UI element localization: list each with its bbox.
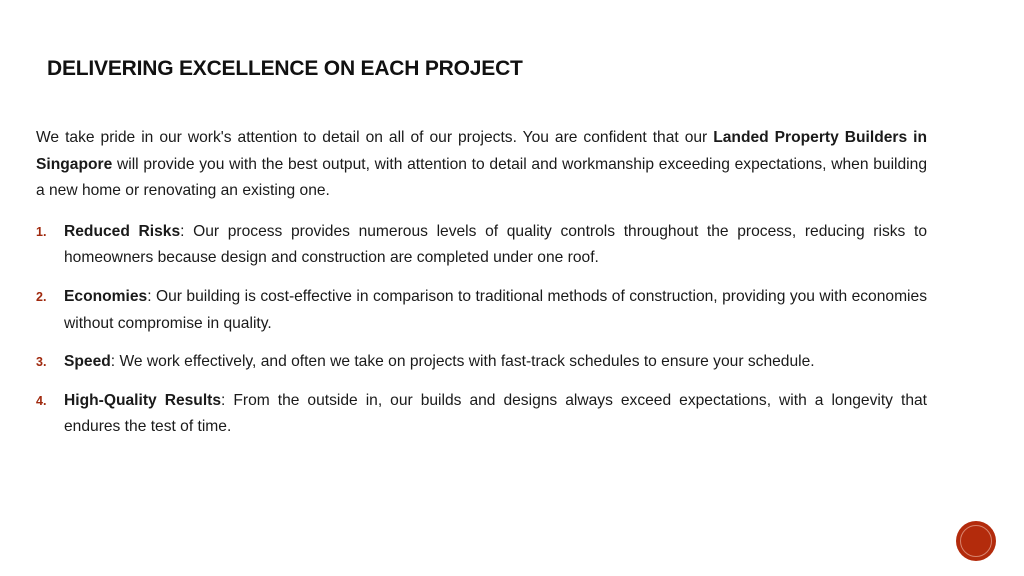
list-item-text: : From the outside in, our builds and designs always exceed expectations, with a longevity that endures the test of time.: [64, 391, 927, 436]
list-item: [36, 284, 927, 337]
intro-text-before: We take pride in our work's attention to detail on all of our projects. You are confident that our: [36, 129, 714, 146]
list-item-number: 2.: [36, 289, 47, 304]
list-item: [36, 219, 927, 272]
intro-text-after: will provide you with the best output, with attention to detail and workmanship exceeding expectations, when building a new home or renovating an existing one.: [36, 155, 927, 200]
list-item: [36, 388, 927, 441]
list-item-text: : We work effectively, and often we take on projects with fast-track schedules to ensure your schedule.: [110, 353, 815, 371]
list-item: [36, 349, 927, 376]
intro-bold-link-text: Landed Property Builders in Singapore: [36, 129, 927, 173]
list-item-term: Economies: [64, 287, 148, 305]
list-item-term: High-Quality Results: [64, 391, 222, 409]
slide-title: DELIVERING EXCELLENCE ON EACH PROJECT: [47, 57, 523, 80]
slide-body: [36, 125, 927, 453]
list-item-number: 1.: [36, 224, 47, 239]
list-item-term: Reduced Risks: [64, 222, 181, 240]
badge-ring-decoration: [960, 525, 992, 557]
benefits-list: [36, 219, 927, 441]
list-item-text: : Our building is cost-effective in comparison to traditional methods of construction, providing you with economies without compromise in quality.: [64, 287, 927, 332]
slide-number-badge: [957, 522, 995, 560]
intro-paragraph: [36, 125, 927, 205]
list-item-number: 4.: [36, 393, 47, 408]
list-item-text: : Our process provides numerous levels of quality controls throughout the process, reducing risks to homeowners because design and construction are completed under one roof.: [64, 222, 927, 267]
list-item-number: 3.: [36, 355, 47, 370]
list-item-term: Speed: [64, 353, 111, 371]
